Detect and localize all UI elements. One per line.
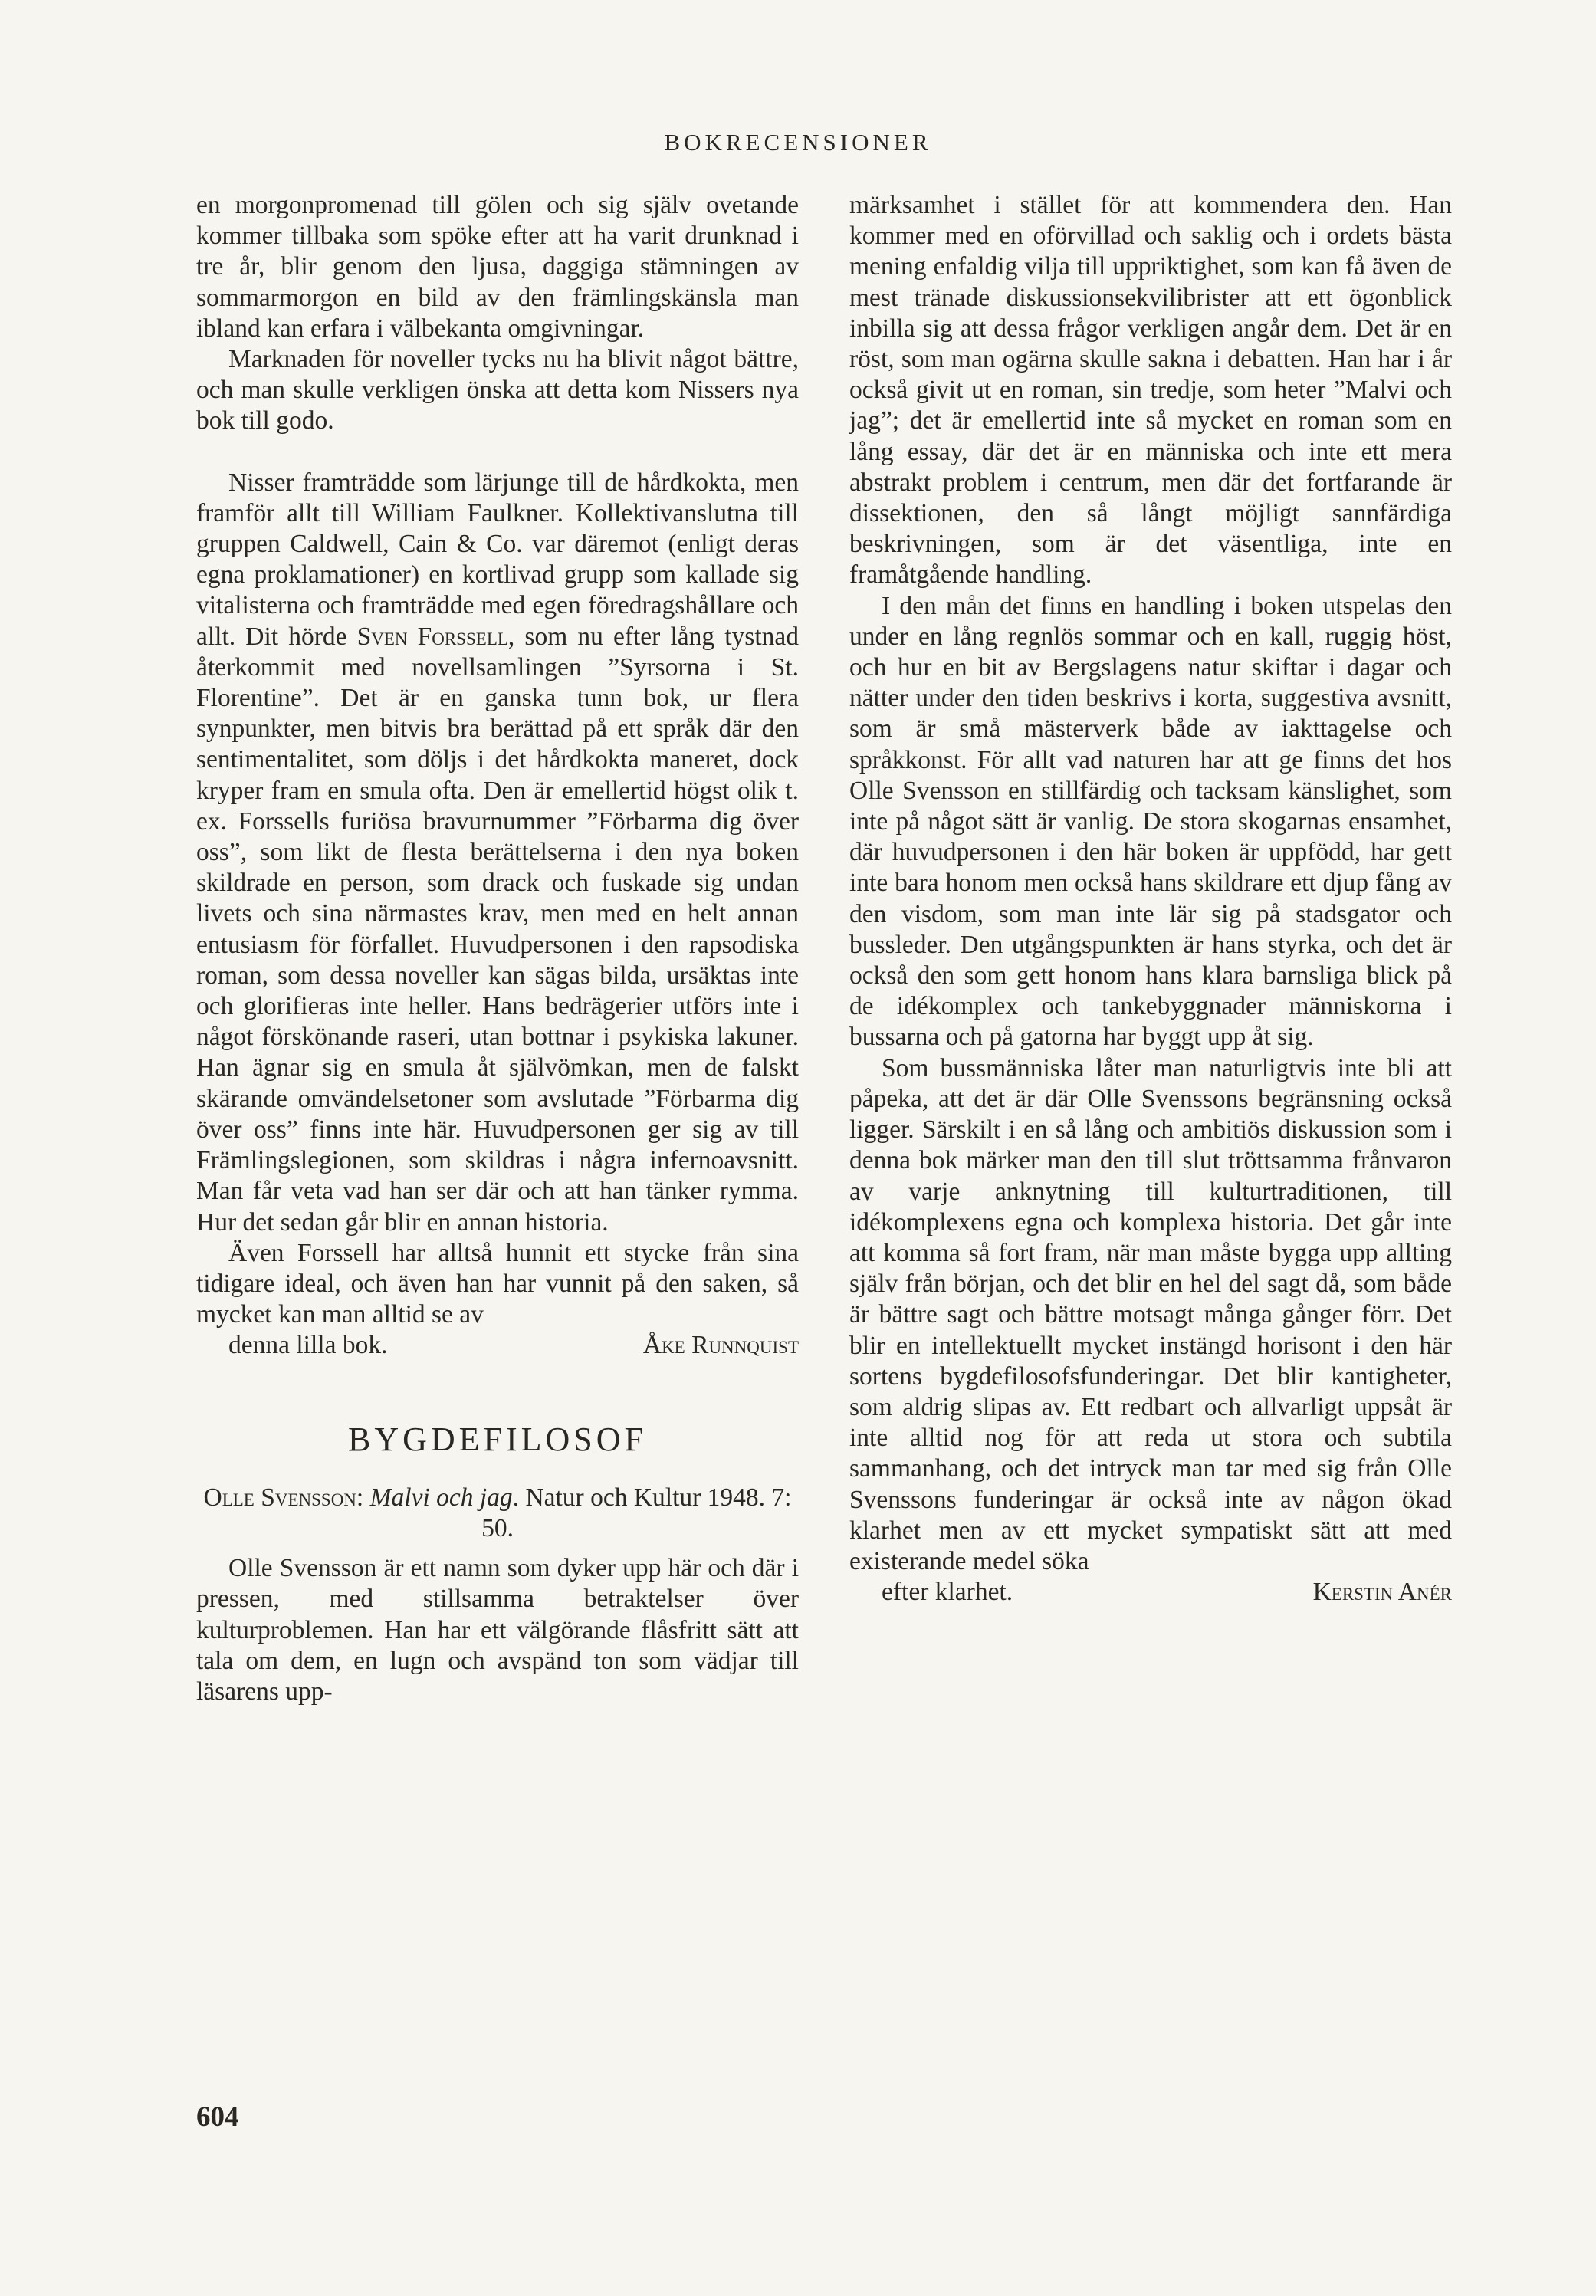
paragraph-end: denna lilla bok. [228,1331,388,1360]
paragraph: Marknaden för noveller tycks nu ha blivit något bättre, och man skulle verkligen önska att detta kom Nissers nya bok till godo. [196,345,799,435]
paragraph-end: efter klarhet. [882,1578,1013,1607]
review-publisher: Natur och Kultur 1948. 7: 50. [481,1483,792,1542]
review-author: Olle Svensson [203,1483,356,1512]
review-heading: Olle Svensson: Malvi och jag. Natur och Kultur 1948. 7: 50. [203,1483,792,1542]
reviewer-signature: Kerstin Anér [1312,1578,1452,1607]
section-title: BYGDEFILOSOF [347,1420,648,1458]
paragraph: Olle Svensson är ett namn som dyker upp här och där i pressen, med stillsamma betraktelser över kulturproblemen. Han har ett välgörande flåsfritt sätt att tala om dem, en lugn och avspänd ton som vädjar till läsarens upp- [196,1554,799,1706]
signature-line [849,1577,1452,1608]
review-book-title: Malvi och jag [369,1483,513,1512]
running-header: BOKRECENSIONER [664,129,932,156]
paragraph [196,468,799,1238]
paragraph: Även Forssell har alltså hunnit ett stycke från sina tidigare ideal, och även han har vunnit på den saken, så mycket kan man alltid se av [196,1238,799,1329]
left-column [196,190,799,1707]
paragraph-text: , som nu efter lång tystnad återkommit med novellsamlingen ”Syrsorna i St. Florentine”. Det är en ganska tunn bok, ur flera synpunkter, men bitvis bra berättad på ett språk där den sentimentalitet, som döljs i det hårdkokta maneret, dock kryper fram en smula ofta. Den är emellertid högst olik t. ex. Forssells furiösa bravurnummer ”Förbarma dig över oss”, som likt de flesta berättelserna i den nya boken skildrade en person, som drack och fuskade sig undan livets och sina närmastes krav, men med en helt annan entusiasm för förfallet. Huvudpersonen i den rapsodiska roman, som dessa noveller kan sägas bilda, ursäktas inte och glorifieras inte heller. Hans bedrägerier utförs inte i något förskönande raseri, utan bottnar i psykiska lakuner. Han ägnar sig en smula åt självömkan, men de falskt skärande omvändelsetoner som avslutade ”Förbarma dig över oss” finns inte här. Huvudpersonen ger sig av till Främlingslegionen, som skildras i några infernoavsnitt. Man får veta vad han ser där och att han tänker rymma. Hur det sedan går blir en annan historia. [196,622,800,1237]
paragraph: en morgonpromenad till gölen och sig själv ovetande kommer tillbaka som spöke efter att ha varit drunknad i tre år, blir genom den ljusa, daggiga stämningen av sommarmorgon en bild av den främlingskänsla man ibland kan erfara i välbekanta omgivningar. [196,191,799,343]
paragraph: Som bussmänniska låter man naturligtvis inte bli att påpeka, att det är där Olle Svenssons begränsning också ligger. Särskilt i en så lång och ambitiös diskussion som i denna bok märker man den till slut tröttsamma frånvaron av varje anknytning till kulturtraditionen, till idékomplexens egna och komplexa historia. Det går inte att komma så fort fram, när man måste bygga upp allting själv från början, och det blir en hel del sagt då, som både är bättre sagt och bättre motsagt många gånger förr. Det blir en intellektuellt mycket instängd horisont i den här sortens bygdefilosofsfunderingar. Det blir kantigheter, som aldrig slipas av. Ett redbart och allvarligt uppsåt är inte alltid nog för att reda ut stora och subtila sammanhang, och det intryck man tar med sig från Olle Svenssons funderingar är också inte av någon ökad klarhet men av ett mycket sympatiskt sätt att med existerande medel söka [849,1053,1452,1575]
right-column [849,190,1452,1608]
paragraph-text: Nisser framträdde som lärjunge till de hårdkokta, men framför allt till William Faulkner. Kollektivanslutna till gruppen Caldwell, Cain & Co. var däremot (enligt deras egna proklamationer) en kortlivad grupp som kallade sig vitalisterna och framträdde med egen föredragshållare och allt. Dit hörde [196,468,799,651]
paragraph: I den mån det finns en handling i boken utspelas den under en lång regnlös sommar och en kall, ruggig höst, och hur en bit av Bergslagens natur skiftar i dagar och nätter under den tiden beskrivs i korta, suggestiva avsnitt, som är små mästerverk både av iakttagelse och språkkonst. För allt vad naturen har att ge finns det hos Olle Svensson en stillfärdig och tacksam känslighet, som inte på något sätt är vanlig. De stora skogarnas ensamhet, där huvudpersonen i den här boken är uppfödd, har gett inte bara honom men också hans skildrare ett djup fång av den visdom, som man inte lär sig på stadsgator och bussleder. Den utgångspunkten är hans styrka, och det är också den som gett honom hans klara barnsliga blick på de idékomplex och tankebyggnader människorna i bussarna och på gatorna har byggt upp åt sig. [849,591,1452,1052]
page-number: 604 [196,2101,239,2133]
signature-line [196,1330,799,1361]
paragraph: märksamhet i stället för att kommendera den. Han kommer med en oförvillad och saklig och i ordets bästa mening enfaldig vilja till uppriktighet, som kan få även de mest tränade diskussionsekvilibrister att ett ögonblick inbilla sig att dessa frågor verkligen angår dem. Det är en röst, som man ogärna skulle sakna i debatten. Han har i år också givit ut en roman, sin tredje, som heter ”Malvi och jag”; det är emellertid inte så mycket en roman som en lång essay, där det är en människa och inte ett mera abstrakt problem i centrum, men där det fortfarande är dissektionen, den så långt möjligt sannfärdiga beskrivningen, som är det väsentliga, inte en framåtgående handling. [849,191,1452,590]
author-name: Sven Forssell [356,622,508,651]
reviewer-signature: Åke Runnquist [642,1331,799,1360]
